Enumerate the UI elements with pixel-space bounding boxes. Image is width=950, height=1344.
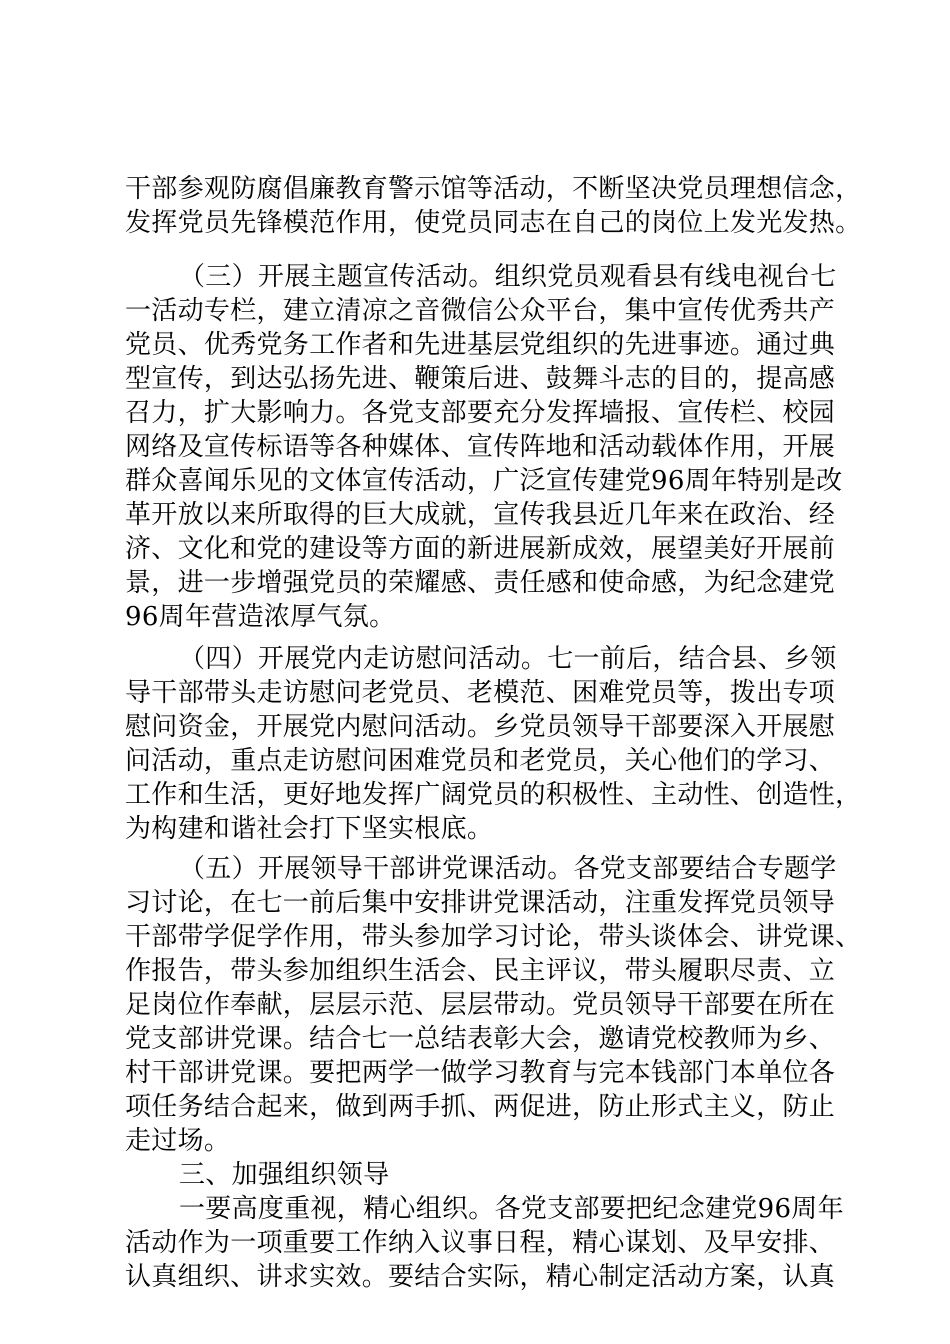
text-line: 活动作为一项重要工作纳入议事日程，精心谋划、及早安排、 [125,1228,836,1258]
text-line: 一活动专栏，建立清凉之音微信公众平台，集中宣传优秀共产 [125,296,836,326]
text-line: 为构建和谐社会打下坚实根底。 [125,814,494,844]
text-line: 网络及宣传标语等各种媒体、宣传阵地和活动载体作用，开展 [125,432,836,462]
section-heading-4: （四）开展党内走访慰问活动。七一前后，结合县、乡领 [179,644,837,674]
text-line: 习讨论，在七一前后集中安排讲党课活动，注重发挥党员领导 [125,888,836,918]
text-line: 慰问资金，开展党内慰问活动。乡党员领导干部要深入开展慰 [125,712,836,742]
text-line: 村干部讲党课。要把两学一做学习教育与完本钱部门本单位各 [125,1058,836,1088]
text-line: 发挥党员先锋模范作用，使党员同志在自己的岗位上发光发热。 [125,208,862,238]
text-line: 工作和生活，更好地发挥广阔党员的积极性、主动性、创造性， [125,780,862,810]
text-line: 导干部带头走访慰问老党员、老模范、困难党员等，拨出专项 [125,678,836,708]
section-heading-5: （五）开展领导干部讲党课活动。各党支部要结合专题学 [179,854,837,884]
text-line: 作报告，带头参加组织生活会、民主评议，带头履职尽责、立 [125,956,836,986]
text-line: 党员、优秀党务工作者和先进基层党组织的先进事迹。通过典 [125,330,836,360]
text-line: 济、文化和党的建设等方面的新进展新成效，展望美好开展前 [125,534,836,564]
text-line: 干部带学促学作用，带头参加学习讨论，带头谈体会、讲党课、 [125,922,862,952]
text-line: 景，进一步增强党员的荣耀感、责任感和使命感，为纪念建党 [125,568,836,598]
text-line: 革开放以来所取得的巨大成就，宣传我县近几年来在政治、经 [125,500,836,530]
text-line: 走过场。 [125,1126,231,1156]
text-line: 型宣传，到达弘扬先进、鞭策后进、鼓舞斗志的目的，提高感 [125,364,836,394]
text-line: 问活动，重点走访慰问困难党员和老党员，关心他们的学习、 [125,746,836,776]
section-heading-sub: 一要高度重视，精心组织。各党支部要把纪念建党96周年 [179,1194,844,1224]
text-line: 项任务结合起来，做到两手抓、两促进，防止形式主义，防止 [125,1092,836,1122]
text-line: 认真组织、讲求实效。要结合实际，精心制定活动方案，认真 [125,1262,836,1292]
text-line: 党支部讲党课。结合七一总结表彰大会，邀请党校教师为乡、 [125,1024,836,1054]
text-line: 干部参观防腐倡廉教育警示馆等活动，不断坚决党员理想信念， [125,174,862,204]
section-heading-3: （三）开展主题宣传活动。组织党员观看县有线电视台七 [179,262,837,292]
section-heading-main: 三、加强组织领导 [179,1160,390,1190]
text-line: 足岗位作奉献，层层示范、层层带动。党员领导干部要在所在 [125,990,836,1020]
text-line: 群众喜闻乐见的文体宣传活动，广泛宣传建党96周年特别是改 [125,466,843,496]
text-line: 96周年营造浓厚气氛。 [125,602,396,632]
text-line: 召力，扩大影响力。各党支部要充分发挥墙报、宣传栏、校园 [125,398,836,428]
